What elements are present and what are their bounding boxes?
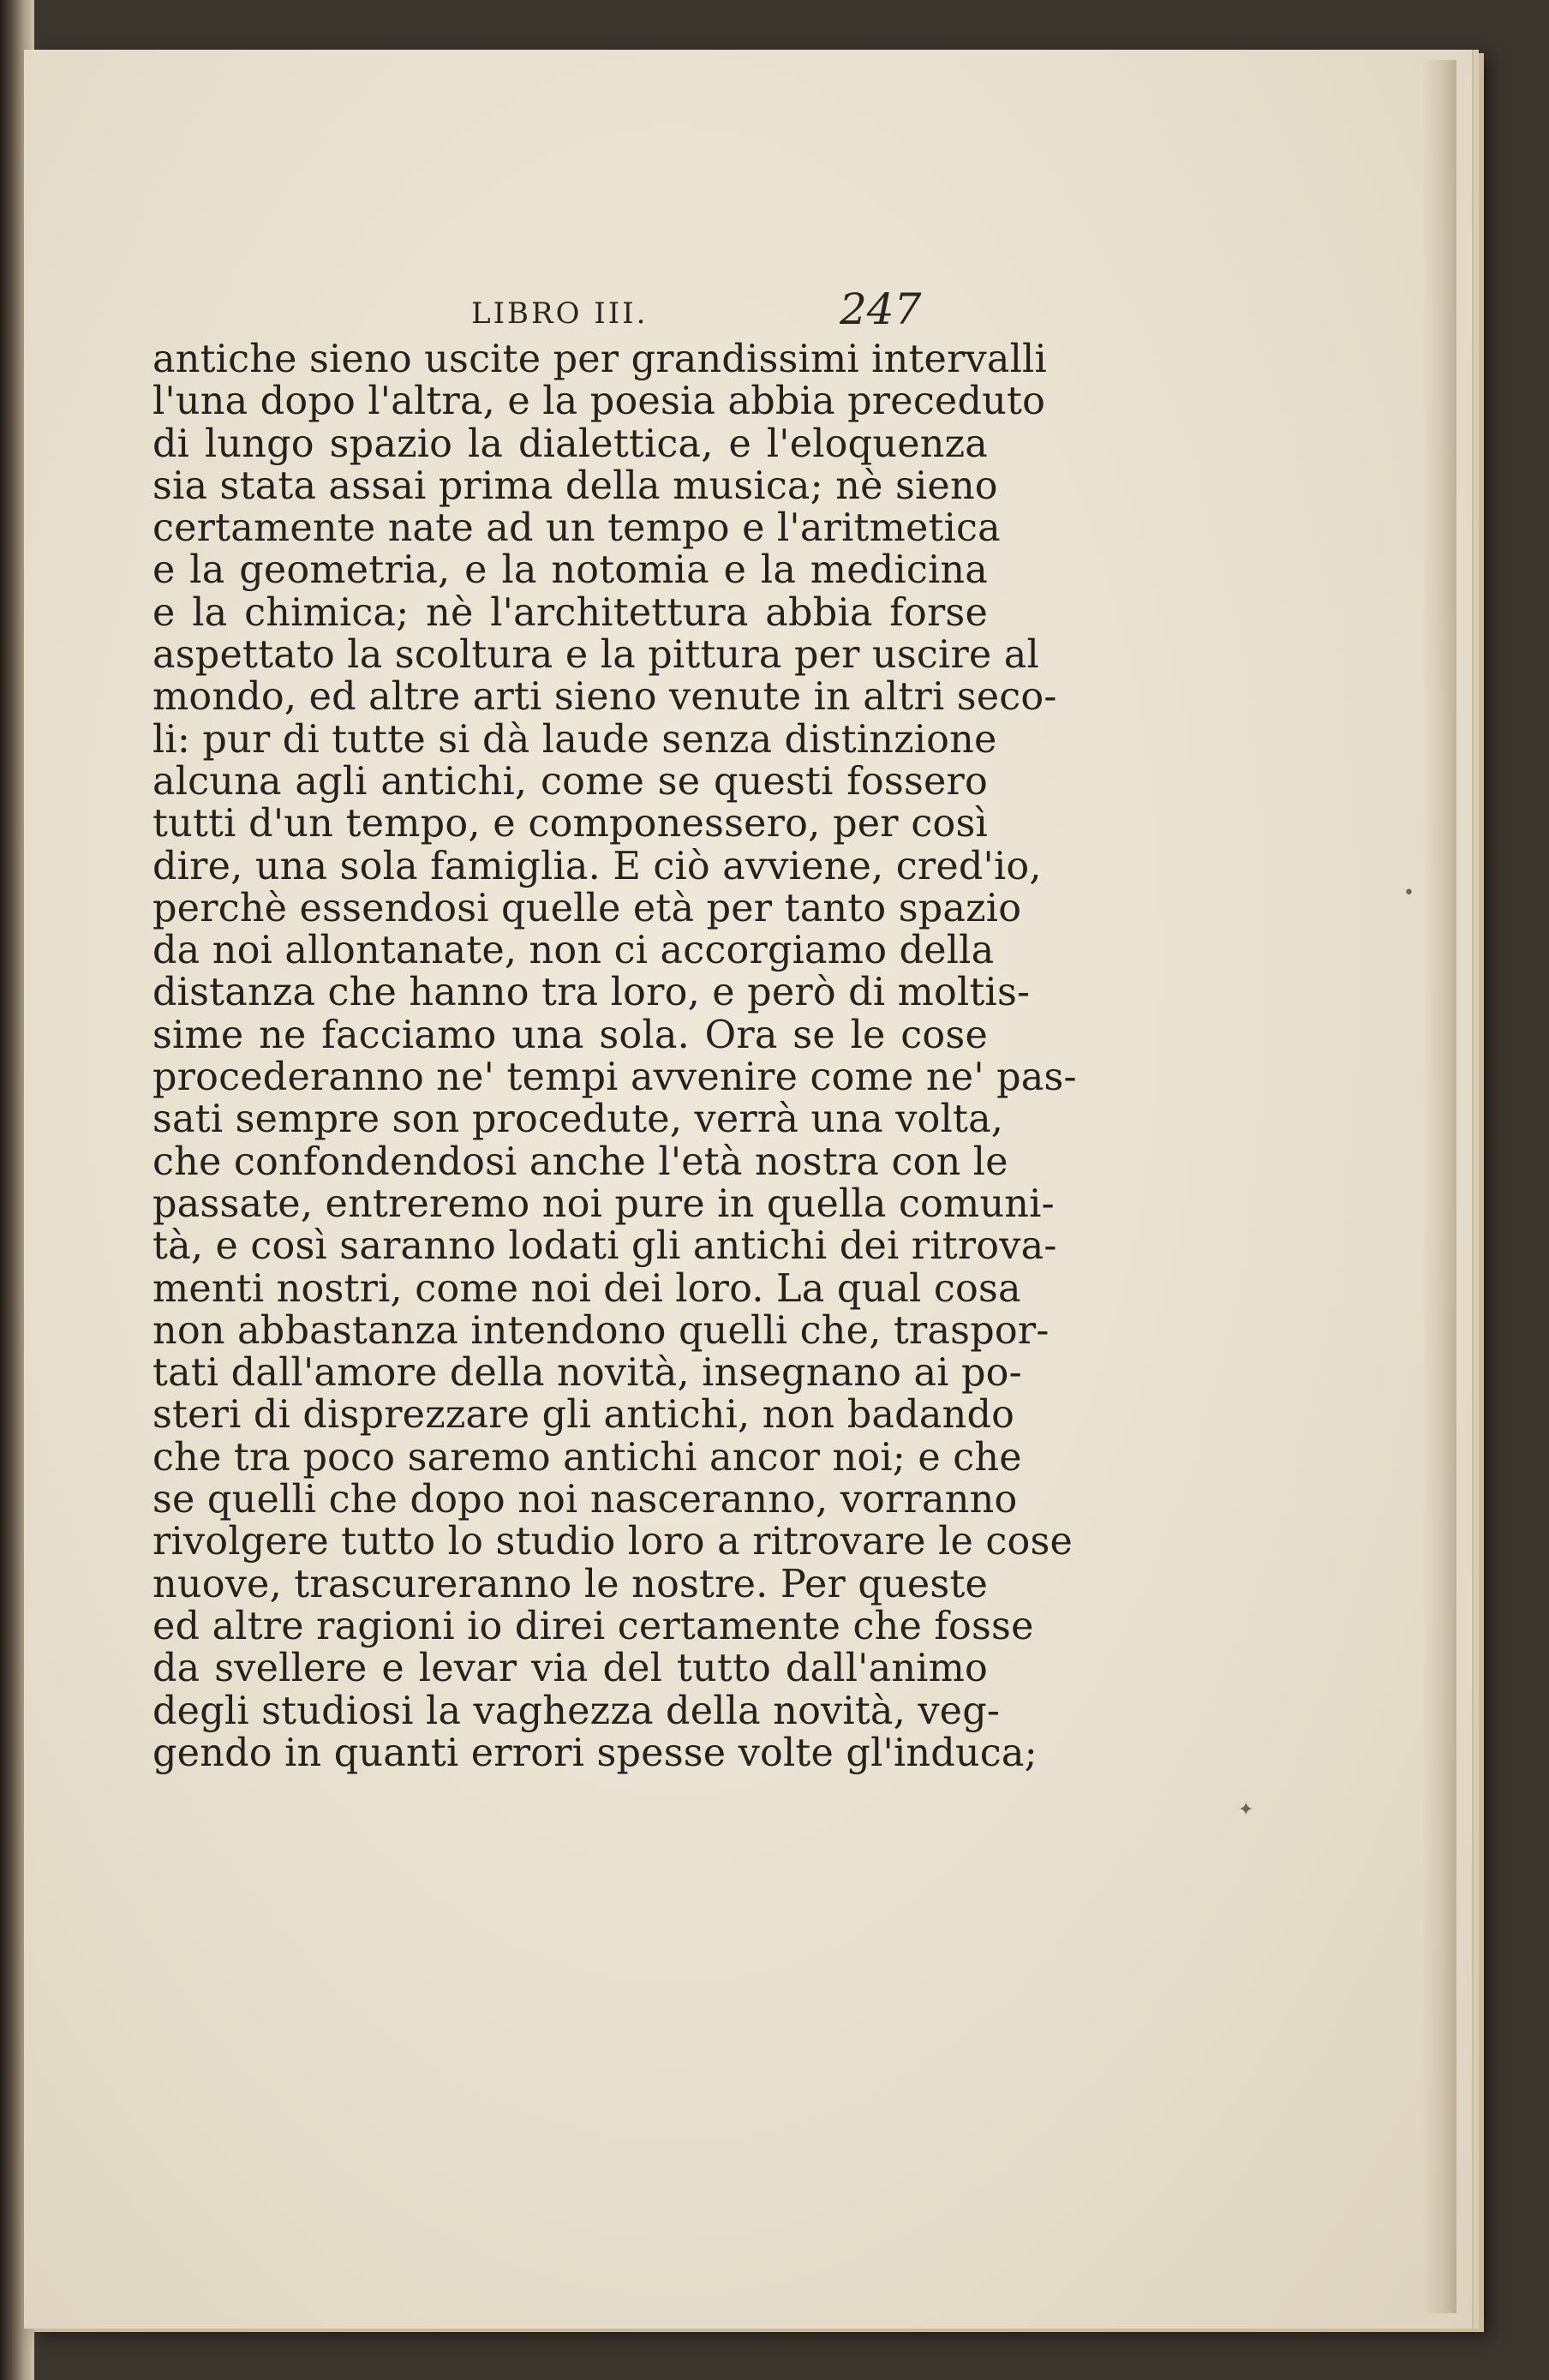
text-line: perchè essendosi quelle età per tanto spazio (153, 886, 1022, 930)
page-number: 247 (840, 284, 922, 334)
running-head: LIBRO III. (471, 296, 649, 331)
ink-speck: ✦ (1238, 1799, 1254, 1821)
text-line: e la chimica; nè l'architettura abbia forse (153, 590, 988, 635)
text-line: che confondendosi anche l'età nostra con le (153, 1139, 1008, 1184)
text-line: rivolgere tutto lo studio loro a ritrovare le cose (153, 1520, 1074, 1564)
body-text (153, 338, 1077, 1775)
text-line: procederanno ne' tempi avvenire come ne' pas- (153, 1055, 1077, 1100)
text-line: l'una dopo l'altra, e la poesia abbia preceduto (153, 380, 1046, 424)
text-line: alcuna agli antichi, come se questi fossero (153, 759, 988, 804)
text-line: dire, una sola famiglia. E ciò avviene, cred'io, (153, 844, 1042, 888)
text-line: di lungo spazio la dialettica, e l'eloquenza (153, 422, 988, 466)
text-line: certamente nate ad un tempo e l'aritmetica (153, 506, 1001, 551)
text-line: che tra poco saremo antichi ancor noi; e che (153, 1435, 1022, 1480)
text-line: degli studiosi la vaghezza della novità, veg- (153, 1689, 1001, 1733)
text-line: da noi allontanate, non ci accorgiamo della (153, 929, 995, 973)
text-line: tati dall'amore della novità, insegnano ai po- (153, 1351, 1022, 1396)
ink-speck: • (1403, 882, 1414, 904)
text-line: tutti d'un tempo, e componessero, per così (153, 802, 988, 846)
page-header (154, 284, 994, 343)
text-line: se quelli che dopo noi nasceranno, vorranno (153, 1478, 1018, 1522)
text-line: nuove, trascureranno le nostre. Per queste (153, 1562, 989, 1606)
text-line: sime ne facciamo una sola. Ora se le cose (153, 1013, 988, 1057)
text-line: da svellere e levar via del tutto dall'animo (153, 1647, 988, 1691)
text-line: li: pur di tutte si dà laude senza distinzione (153, 717, 997, 762)
text-line: distanza che hanno tra loro, e però di moltis- (153, 971, 1031, 1015)
text-line: aspettato la scoltura e la pittura per uscire al (153, 633, 1039, 678)
text-line: sia stata assai prima della musica; nè sieno (153, 463, 998, 508)
text-line: passate, entreremo noi pure in quella comuni- (153, 1181, 1055, 1226)
text-line: gendo in quanti errori spesse volte gl'induca; (153, 1731, 1038, 1775)
text-line: menti nostri, come noi dei loro. La qual cosa (153, 1266, 1021, 1311)
text-line: antiche sieno uscite per grandissimi intervalli (153, 338, 1047, 381)
text-line: e la geometria, e la notomia e la medicina (153, 548, 988, 593)
page-edge-shadow (1422, 60, 1456, 2313)
text-line: ed altre ragioni io direi certamente che fosse (153, 1604, 1034, 1648)
text-line: steri di disprezzare gli antichi, non badando (153, 1393, 1015, 1438)
text-line: mondo, ed altre arti sieno venute in altri seco- (153, 675, 1057, 720)
text-line: non abbastanza intendono quelli che, traspor- (153, 1308, 1050, 1353)
text-line: sati sempre son procedute, verrà una volta, (153, 1097, 1004, 1142)
text-line: tà, e così saranno lodati gli antichi dei ritrova- (153, 1224, 1057, 1269)
